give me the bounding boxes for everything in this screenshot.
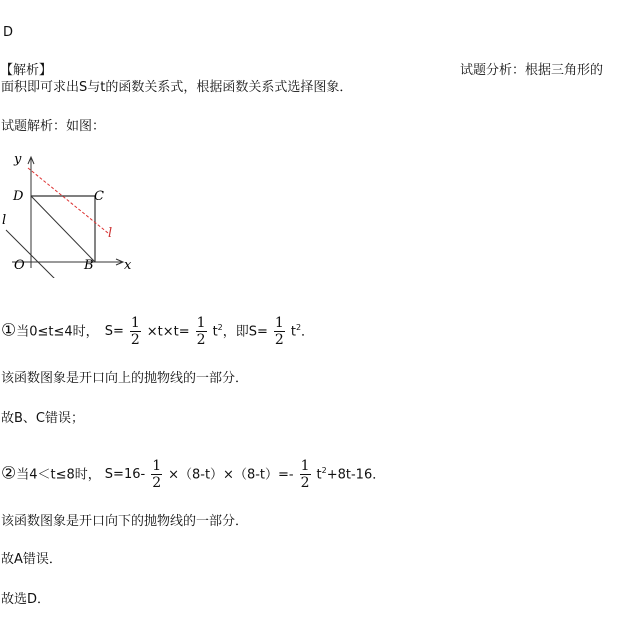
label-d: D bbox=[13, 189, 24, 204]
case2-f1-den: 2 bbox=[152, 475, 162, 492]
geometry-diagram bbox=[0, 148, 150, 278]
case2-marker: ② bbox=[1, 463, 17, 484]
case1-line bbox=[1, 311, 314, 349]
case2-fraction-2 bbox=[300, 458, 311, 491]
label-y: y bbox=[14, 152, 22, 167]
case1-s-eq: S= bbox=[104, 324, 124, 340]
analysis-label: 【解析】 bbox=[0, 63, 53, 78]
label-o: O bbox=[14, 258, 25, 273]
label-l: l bbox=[2, 213, 7, 228]
case1-t3: t bbox=[290, 324, 296, 340]
diagonal-db bbox=[31, 196, 95, 262]
case2-condition: 当4＜t≤8时， bbox=[16, 467, 101, 483]
case2-line bbox=[1, 454, 385, 492]
case1-mid: ×t×t= bbox=[146, 324, 190, 340]
case1-f3-num: 1 bbox=[274, 315, 284, 332]
case2-conclusion: 故A错误． bbox=[1, 552, 62, 567]
case1-marker: ① bbox=[1, 320, 17, 341]
case1-end: ． bbox=[301, 324, 315, 340]
label-x: x bbox=[124, 258, 132, 273]
case2-tail: +8t-16． bbox=[326, 467, 386, 483]
case2-sq: 2 bbox=[321, 466, 327, 475]
case1-sq: 2 bbox=[217, 323, 223, 332]
analysis-summary-tail: 面积即可求出S与t的函数关系式，根据函数关系式选择图象． bbox=[1, 80, 353, 95]
case1-ie: ，即S= bbox=[222, 324, 268, 340]
case1-fraction-1 bbox=[130, 315, 141, 348]
case2-f2-den: 2 bbox=[300, 475, 310, 492]
analysis-summary-head: 试题分析：根据三角形的 bbox=[460, 63, 604, 78]
case2-fraction-1 bbox=[151, 458, 162, 491]
case1-fraction-2 bbox=[196, 315, 207, 348]
case1-t2: t bbox=[212, 324, 218, 340]
case2-mid: ×（8-t）×（8-t）=- bbox=[168, 467, 294, 483]
case1-f1-den: 2 bbox=[130, 332, 140, 349]
case2-f2-num: 1 bbox=[300, 458, 310, 475]
case1-f1-num: 1 bbox=[130, 315, 140, 332]
answer-text: D bbox=[3, 25, 14, 40]
final-answer: 故选D． bbox=[1, 592, 51, 607]
case1-f2-den: 2 bbox=[196, 332, 206, 349]
case1-condition: 当0≤t≤4时， bbox=[16, 324, 99, 340]
case1-sq3: 2 bbox=[295, 323, 302, 332]
case1-fraction-3 bbox=[274, 315, 285, 348]
label-c: C bbox=[94, 189, 104, 204]
case2-tail-t: t bbox=[316, 467, 322, 483]
case2-description: 该函数图象是开口向下的抛物线的一部分． bbox=[1, 514, 249, 529]
case1-f2-num: 1 bbox=[196, 315, 206, 332]
case2-f1-num: 1 bbox=[152, 458, 162, 475]
case1-f3-den: 2 bbox=[274, 332, 284, 349]
case1-conclusion: 故B、C错误； bbox=[1, 411, 84, 426]
case2-s-eq: S=16- bbox=[104, 467, 146, 483]
case1-description: 该函数图象是开口向上的抛物线的一部分． bbox=[1, 371, 249, 386]
label-b: B bbox=[84, 258, 94, 273]
label-l2: l bbox=[108, 226, 113, 241]
solution-intro: 试题解析：如图： bbox=[1, 119, 106, 134]
